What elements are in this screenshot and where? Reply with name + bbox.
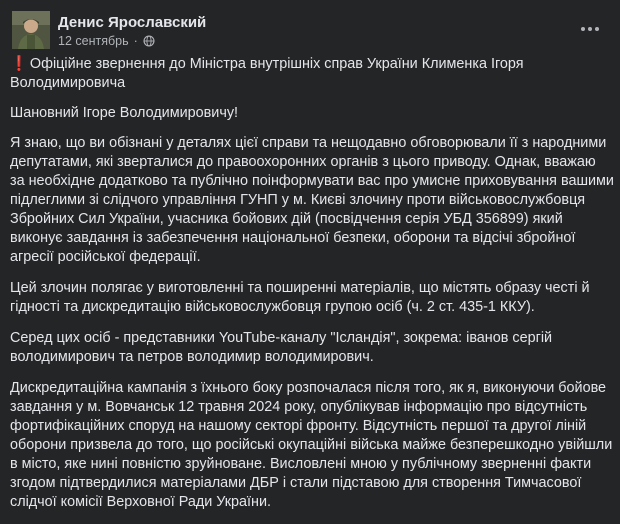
post-paragraph: Я знаю, що ви обізнані у деталях цієї справи та нещодавно обговорювали її з народними депутатами, які зверталися до правоохоронних органів з цього приводу. Однак, вважаю за необхідне додатково та публічно поінформувати вас про умисне приховування вашими підлеглими зі слідчого управління ГУНП у м. Києві злочину проти військовослужбовця Збройних Сил України, учасника бойових дій (посвідчення серія УБД 356899) який виконує завдання із забезпечення національної безпеки, оборони та відсічі збройної агресії російської федерації. xyxy=(10,135,614,265)
more-options-icon[interactable] xyxy=(576,15,604,43)
avatar[interactable] xyxy=(12,11,50,49)
post-paragraph-title xyxy=(10,55,614,93)
post-meta xyxy=(58,34,155,48)
avatar-photo-icon xyxy=(12,11,50,49)
post-paragraph-greeting: Шановний Ігоре Володимировичу! xyxy=(10,105,239,121)
exclamation-icon: ❗ xyxy=(10,56,28,72)
post-header xyxy=(10,9,610,53)
globe-icon[interactable] xyxy=(143,35,155,47)
meta-separator: · xyxy=(133,34,138,48)
post-date[interactable]: 12 сентябрь xyxy=(58,34,129,48)
post-paragraph: Цей злочин полягає у виготовленні та поширенні матеріалів, що містять образу честі й гідності та дискредитацію військовослужбовця групою осіб (ч. 2 ст. 435-1 ККУ). xyxy=(10,280,590,315)
author-name[interactable]: Денис Ярославский xyxy=(58,14,207,31)
post-paragraph: Серед цих осіб - представники YouTube-каналу "Ісландія", зокрема: іванов сергій володимирович та петров володимир володимирович. xyxy=(10,330,553,365)
paragraph-text: Офіційне звернення до Міністра внутрішніх справ України Клименка Ігоря Володимировича xyxy=(10,56,524,91)
post-paragraph: Дискредитаційна кампанія з їхнього боку розпочалася після того, як я, виконуючи бойове завдання у м. Вовчанськ 12 травня 2024 року, опублікував інформацію про відсутність фортифікаційних споруд на нашому секторі фронту. Відсутність першої та другої ліній оборони призвела до того, що російські окупаційні війська майже безперешкодно увійшли в місто, яке нині повністю зруйноване. Висловлені мною у публічному зверненні факти згодом підтвердилися матеріалами ДБР і стали підставою для створення Тимчасової слідчої комісії Верховної Ради України. xyxy=(10,380,613,510)
post-body xyxy=(10,55,614,524)
